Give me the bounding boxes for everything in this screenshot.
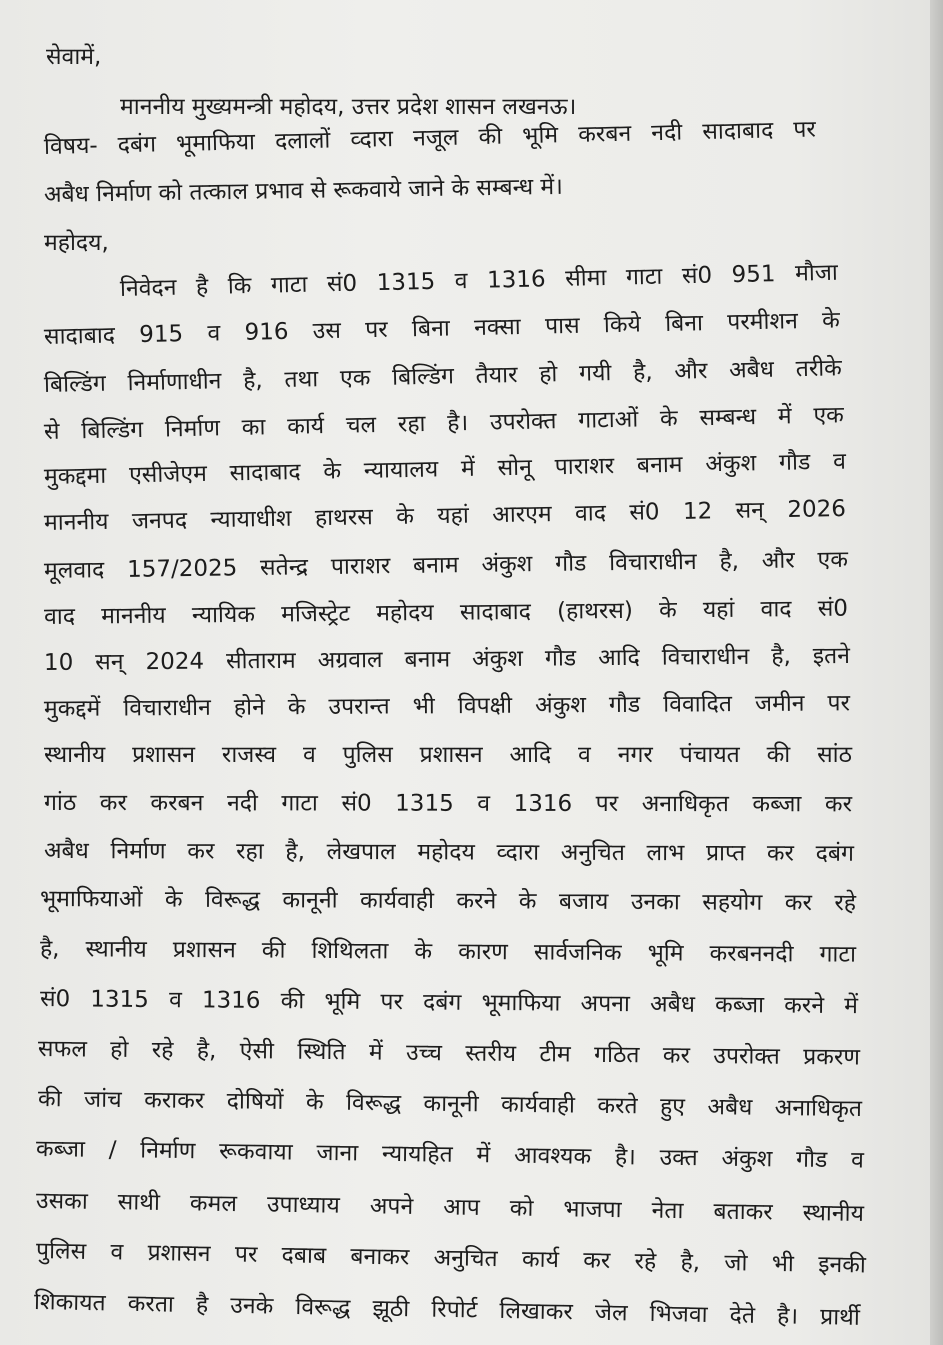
body-line: अबैध निर्माण कर रहा है, लेखपाल महोदय व्दारा अनुचित लाभ प्राप्त कर दबंग bbox=[43, 838, 855, 867]
body-line: मूलवाद 157/2025 सतेन्द्र पाराशर बनाम अंकुश गौड विचाराधीन है, और एक bbox=[43, 546, 849, 584]
body-line: शिकायत करता है उनके विरूद्ध झूठी रिपोर्ट लिखाकर जेल भिजवा देते है। प्रार्थी bbox=[33, 1289, 861, 1331]
body-line: माननीय जनपद न्यायाधीश हाथरस के यहां आरएम वाद सं0 12 सन् 2026 bbox=[43, 496, 847, 536]
body-line: सादाबाद 915 व 916 उस पर बिना नक्सा पास किये बिना परमीशन के bbox=[43, 307, 841, 350]
body-line: सं0 1315 व 1316 की भूमि पर दबंग भूमाफिया अपना अबैध कब्जा करने में bbox=[39, 986, 859, 1020]
body-line: मुकद्दमा एसीजेएम सादाबाद के न्यायालय में सोनू पाराशर बनाम अंकुश गौड व bbox=[43, 448, 847, 490]
body-line: स्थानीय प्रशासन राजस्व व पुलिस प्रशासन आदि व नगर पंचायत की सांठ bbox=[44, 742, 852, 768]
body-line: है, स्थानीय प्रशासन की शिथिलता के कारण सार्वजनिक भूमि करबननदी गाटा bbox=[39, 936, 857, 968]
subject-line: अबैध निर्माण को तत्काल प्रभाव से रूकवाये जाने के सम्बन्ध में। bbox=[43, 173, 564, 208]
body-line: पुलिस व प्रशासन पर दबाब बनाकर अनुचित कार्य कर रहे है, जो भी इनकी bbox=[35, 1238, 867, 1279]
body-line: से बिल्डिंग निर्माण का कार्य चल रहा है। उपरोक्त गाटाओं के सम्बन्ध में एक bbox=[43, 402, 845, 445]
body-line: गांठ कर करबन नदी गाटा सं0 1315 व 1316 पर अनाधिकृत कब्जा कर bbox=[43, 790, 853, 818]
body-line: बिल्डिंग निर्माणाधीन है, तथा एक बिल्डिंग तैयार हो गयी है, और अबैध तरीके bbox=[43, 355, 843, 398]
body-line: मुकद्दमें विचाराधीन होने के उपरान्त भी विपक्षी अंकुश गौड विवादित जमीन पर bbox=[43, 690, 851, 722]
body-line: उसका साथी कमल उपाध्याय अपने आप को भाजपा नेता बताकर स्थानीय bbox=[35, 1188, 865, 1228]
addressee: माननीय मुख्यमन्त्री महोदय, उत्तर प्रदेश शासन लखनऊ। bbox=[120, 94, 577, 120]
greeting: महोदय, bbox=[44, 230, 109, 256]
body-line: की जांच कराकर दोषियों के विरूद्ध कानूनी कार्यवाही करते हुए अबैध अनाधिकृत bbox=[37, 1086, 863, 1123]
body-line: वाद माननीय न्यायिक मजिस्ट्रेट महोदय सादाबाद (हाथरस) के यहां वाद सं0 bbox=[43, 595, 849, 630]
body-line: कब्जा / निर्माण रूकवाया जाना न्यायहित में आवश्यक है। उक्त अंकुश गौड व bbox=[35, 1136, 865, 1174]
body-line: भूमाफियाओं के विरूद्ध कानूनी कार्यवाही करने के बजाय उनका सहयोग कर रहे bbox=[39, 886, 857, 917]
paper-edge bbox=[930, 0, 943, 1345]
body-line: सफल हो रहे है, ऐसी स्थिति में उच्च स्तरीय टीम गठित कर उपरोक्त प्रकरण bbox=[37, 1036, 861, 1071]
body-line: 10 सन् 2024 सीताराम अग्रवाल बनाम अंकुश गौड आदि विचाराधीन है, इतने bbox=[43, 642, 851, 676]
body-line: निवेदन है कि गाटा सं0 1315 व 1316 सीमा गाटा सं0 951 मौजा bbox=[119, 259, 839, 302]
salutation-to: सेवामें, bbox=[46, 44, 102, 70]
subject-line: विषय- दबंग भूमाफिया दलालों व्दारा नजूल की भूमि करबन नदी सादाबाद पर bbox=[43, 116, 817, 160]
